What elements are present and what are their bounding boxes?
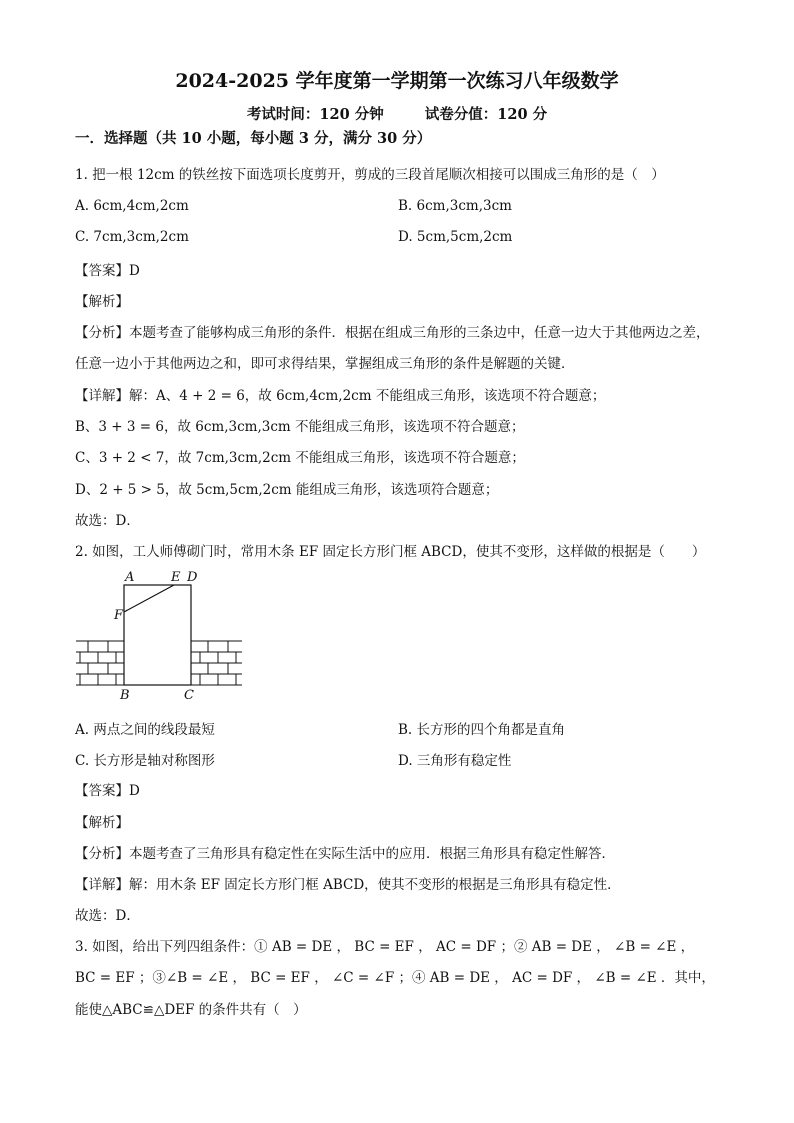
q3-line-3: 能使△ABC≌△DEF 的条件共有（ ） [75, 1002, 307, 1018]
q1-analysis-label: 【解析】 [75, 294, 129, 310]
exam-score: 试卷分值：120 分 [424, 106, 548, 123]
q2-fenxi: 【分析】本题考查了三角形具有稳定性在实际生活中的应用．根据三角形具有稳定性解答． [75, 846, 615, 862]
q2-analysis-label: 【解析】 [75, 815, 129, 831]
q1-option-d: D. 5cm,5cm,2cm [398, 229, 513, 245]
q2-option-b: B. 长方形的四个角都是直角 [398, 722, 566, 738]
q3-line-1: 3. 如图，给出下列四组条件：① AB = DE ， BC = EF ， AC = DF ；② AB = DE ， ∠B = ∠E ， [75, 939, 695, 955]
page-title: 2024-2025 学年度第一学期第一次练习八年级数学 [175, 70, 619, 92]
section-heading: 一．选择题（共 10 小题，每小题 3 分，满分 30 分） [75, 130, 432, 147]
label-e: E [171, 570, 181, 585]
q1-detail-4: D、2 + 5 > 5，故 5cm,5cm,2cm 能组成三角形，该选项符合题意； [75, 482, 499, 498]
q1-answer: 【答案】D [75, 263, 140, 279]
q1-option-c: C. 7cm,3cm,2cm [75, 229, 189, 245]
q1-fenxi-1: 【分析】本题考查了能够构成三角形的条件．根据在组成三角形的三条边中，任意一边大于其他两边之差， [75, 325, 710, 341]
q1-option-a: A. 6cm,4cm,2cm [75, 198, 189, 214]
q2-option-a: A. 两点之间的线段最短 [75, 722, 215, 738]
q1-conclusion: 故选：D． [75, 513, 140, 529]
q3-line-2: BC = EF ；③∠B = ∠E ， BC = EF ， ∠C = ∠F ；④ AB = DE ， AC = DF ， ∠B = ∠E ．其中， [75, 970, 715, 986]
q2-option-c: C. 长方形是轴对称图形 [75, 753, 215, 769]
q2-option-d: D. 三角形有稳定性 [398, 753, 512, 769]
label-f: F [114, 608, 124, 623]
right-brick-wall [191, 641, 242, 685]
q2-stem: 2. 如图，工人师傅砌门时，常用木条 EF 固定长方形门框 ABCD，使其不变形，这样做的根据是（ ） [75, 544, 706, 560]
q2-detail: 【详解】解：用木条 EF 固定长方形门框 ABCD，使其不变形的根据是三角形具有稳定性． [75, 877, 621, 893]
left-brick-wall [76, 641, 124, 685]
exam-time: 考试时间：120 分钟 [246, 106, 384, 123]
q1-detail-3: C、3 + 2 < 7，故 7cm,3cm,2cm 不能组成三角形，该选项不符合题意； [75, 450, 525, 466]
label-d: D [187, 570, 198, 585]
q1-detail-2: B、3 + 3 = 6，故 6cm,3cm,3cm 不能组成三角形，该选项不符合题意； [75, 419, 525, 435]
exam-info [0, 103, 794, 124]
q2-conclusion: 故选：D． [75, 908, 140, 924]
door-frame-figure [70, 568, 250, 708]
q1-stem: 1. 把一根 12cm 的铁丝按下面选项长度剪开，剪成的三段首尾顺次相接可以围成三角形的是（ ） [75, 167, 665, 183]
label-a: A [125, 570, 135, 585]
rectangle-abcd [124, 585, 191, 685]
q1-detail-1: 【详解】解：A、4 + 2 = 6，故 6cm,4cm,2cm 不能组成三角形，该选项不符合题意； [75, 388, 606, 404]
q2-answer: 【答案】D [75, 783, 140, 799]
q1-fenxi-2: 任意一边小于其他两边之和，即可求得结果，掌握组成三角形的条件是解题的关键． [75, 356, 575, 372]
label-b: B [120, 688, 130, 703]
q1-option-b: B. 6cm,3cm,3cm [398, 198, 512, 214]
label-c: C [184, 688, 194, 703]
